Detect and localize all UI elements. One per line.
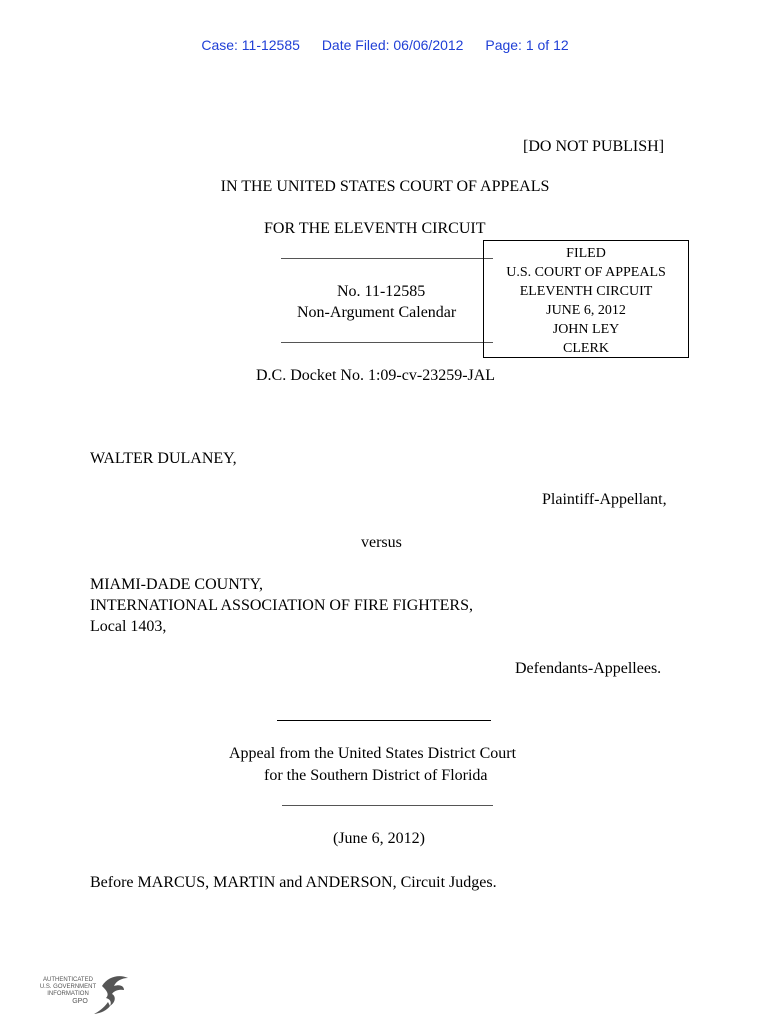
document-header	[0, 37, 770, 53]
logo-text-line: INFORMATION	[47, 991, 89, 997]
filed-stamp-line: U.S. COURT OF APPEALS	[506, 265, 666, 280]
date-filed-header: Date Filed: 06/06/2012	[321, 37, 464, 53]
defendant-line: Local 1403,	[90, 618, 167, 635]
case-number: No. 11-12585	[337, 283, 426, 300]
plaintiff-name: WALTER DULANEY,	[90, 450, 237, 467]
separator-line	[282, 805, 493, 806]
publish-note: [DO NOT PUBLISH]	[523, 138, 665, 155]
filed-stamp-line: JOHN LEY	[552, 322, 620, 337]
circuit-name: FOR THE ELEVENTH CIRCUIT	[264, 220, 486, 237]
case-number-header: Case: 11-12585	[201, 37, 300, 53]
defendant-role: Defendants-Appellees.	[515, 660, 662, 677]
gpo-authentication-logo	[38, 972, 134, 1018]
filed-stamp-line: CLERK	[563, 341, 609, 356]
page-indicator: Page: 1 of 12	[485, 37, 569, 53]
filed-stamp	[483, 240, 689, 358]
logo-text-line: U.S. GOVERNMENT	[39, 984, 97, 990]
decision-date: (June 6, 2012)	[333, 830, 425, 847]
panel-judges: Before MARCUS, MARTIN and ANDERSON, Circuit Judges.	[90, 874, 497, 891]
versus-text: versus	[361, 534, 402, 551]
plaintiff-role: Plaintiff-Appellant,	[542, 491, 667, 508]
calendar-type: Non-Argument Calendar	[297, 304, 457, 321]
appeal-line: for the Southern District of Florida	[264, 767, 488, 784]
separator-line	[281, 342, 493, 343]
court-name: IN THE UNITED STATES COURT OF APPEALS	[220, 178, 550, 195]
separator-line	[281, 258, 493, 259]
separator-line	[277, 720, 491, 721]
filed-stamp-line: JUNE 6, 2012	[546, 303, 626, 318]
filed-stamp-line: ELEVENTH CIRCUIT	[519, 284, 653, 299]
defendant-line: INTERNATIONAL ASSOCIATION OF FIRE FIGHTERS,	[90, 597, 473, 614]
defendant-line: MIAMI-DADE COUNTY,	[90, 576, 264, 593]
logo-text-line: GPO	[72, 998, 88, 1005]
filed-stamp-line: FILED	[566, 246, 606, 261]
appeal-line: Appeal from the United States District Court	[229, 745, 517, 762]
docket-number: D.C. Docket No. 1:09-cv-23259-JAL	[256, 367, 496, 384]
logo-text-line: AUTHENTICATED	[43, 977, 93, 983]
gpo-eagle-icon	[94, 972, 134, 1018]
